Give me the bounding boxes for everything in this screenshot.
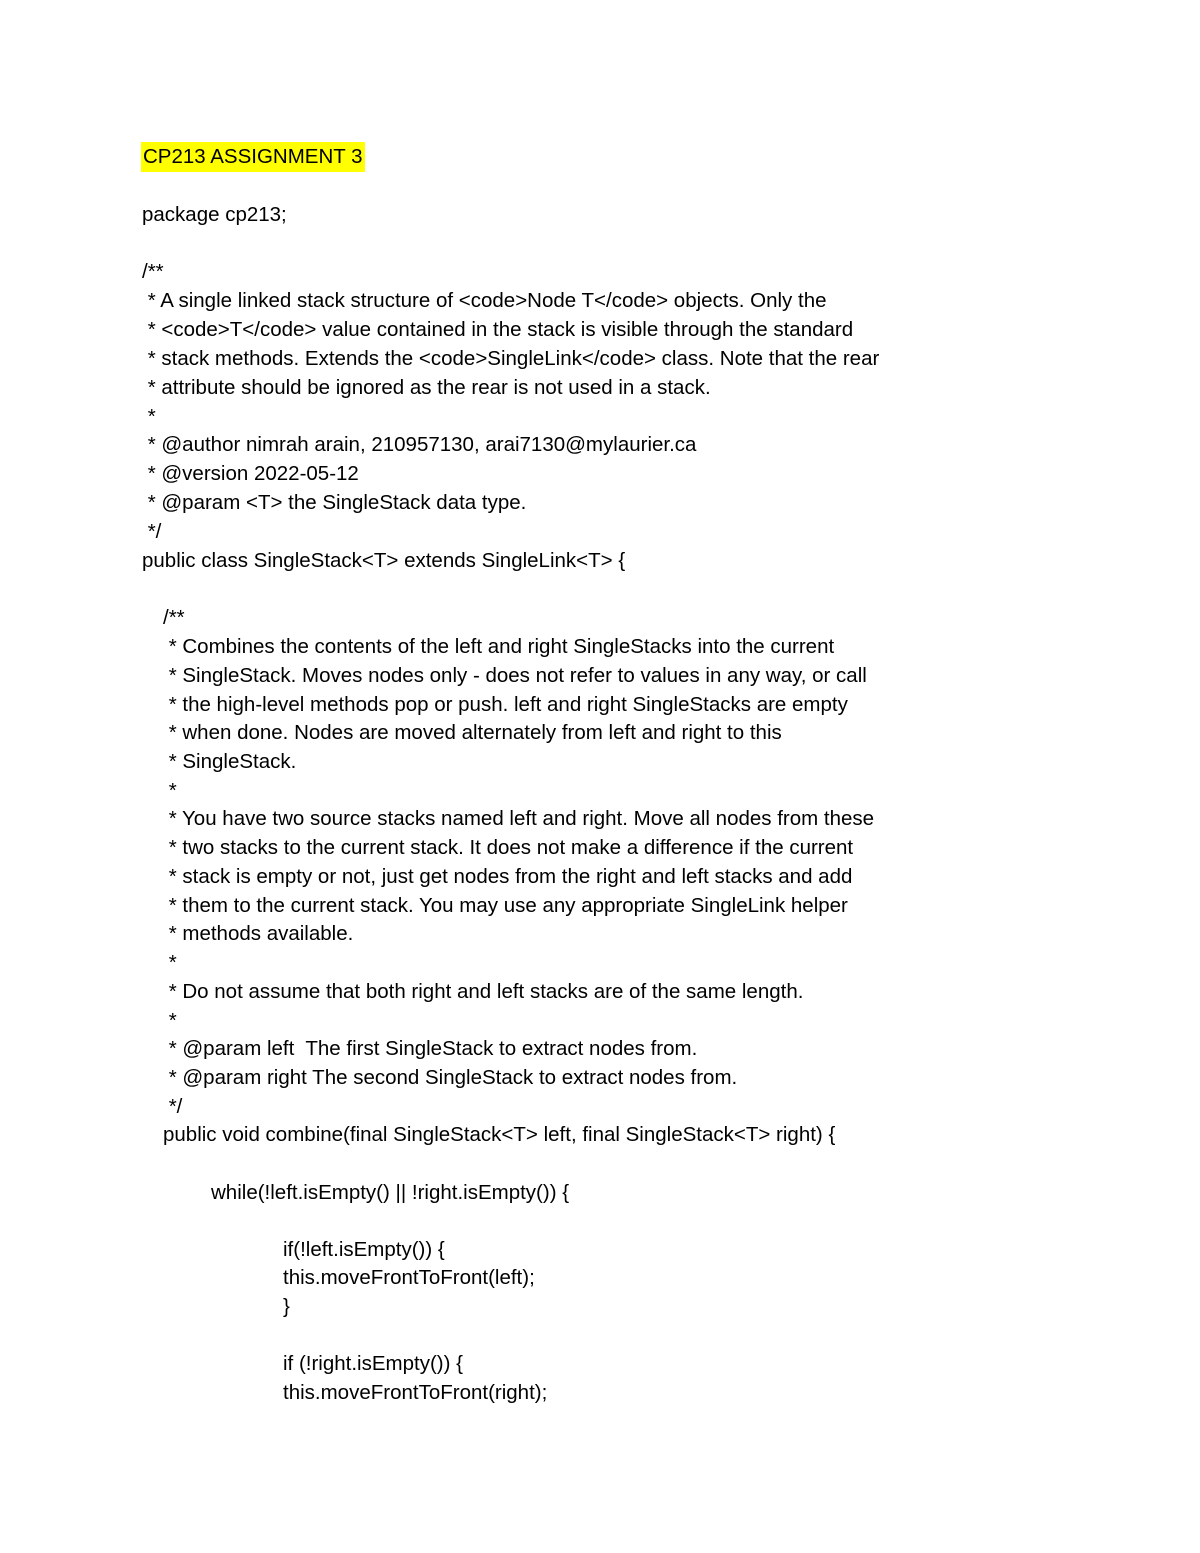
code-line: if (!right.isEmpty()) { <box>283 1352 463 1375</box>
code-line: * <box>163 951 177 974</box>
code-line: * A single linked stack structure of <code>Node T</code> objects. Only the <box>142 289 827 312</box>
code-line: * <box>142 405 156 428</box>
code-line: * <box>163 779 177 802</box>
code-line: * @version 2022-05-12 <box>142 462 359 485</box>
code-line: * attribute should be ignored as the rear is not used in a stack. <box>142 376 711 399</box>
code-line: public class SingleStack<T> extends SingleLink<T> { <box>142 549 626 572</box>
code-line: public void combine(final SingleStack<T> left, final SingleStack<T> right) { <box>163 1123 836 1146</box>
code-line: * the high-level methods pop or push. left and right SingleStacks are empty <box>163 693 848 716</box>
code-line: this.moveFrontToFront(left); <box>283 1266 535 1289</box>
code-line: * stack is empty or not, just get nodes from the right and left stacks and add <box>163 865 853 888</box>
code-line: * <code>T</code> value contained in the stack is visible through the standard <box>142 318 854 341</box>
code-line: if(!left.isEmpty()) { <box>283 1238 445 1261</box>
code-line: while(!left.isEmpty() || !right.isEmpty()) { <box>211 1181 570 1204</box>
code-line: * @author nimrah arain, 210957130, arai7130@mylaurier.ca <box>142 433 697 456</box>
code-line: * @param left The first SingleStack to extract nodes from. <box>163 1037 698 1060</box>
code-line: * <box>163 1009 177 1032</box>
code-line: * when done. Nodes are moved alternately from left and right to this <box>163 721 782 744</box>
code-line: } <box>283 1295 290 1318</box>
code-line: */ <box>163 1095 183 1118</box>
code-line: * @param <T> the SingleStack data type. <box>142 491 527 514</box>
code-line: * @param right The second SingleStack to extract nodes from. <box>163 1066 738 1089</box>
code-line: package cp213; <box>142 203 287 226</box>
code-line: * stack methods. Extends the <code>SingleLink</code> class. Note that the rear <box>142 347 880 370</box>
code-line: * Do not assume that both right and left stacks are of the same length. <box>163 980 804 1003</box>
code-line: /** <box>163 606 185 629</box>
code-line: * You have two source stacks named left and right. Move all nodes from these <box>163 807 875 830</box>
code-line: this.moveFrontToFront(right); <box>283 1381 548 1404</box>
code-line: * SingleStack. <box>163 750 297 773</box>
document-title: CP213 ASSIGNMENT 3 <box>141 142 365 172</box>
code-line: * SingleStack. Moves nodes only - does not refer to values in any way, or call <box>163 664 867 687</box>
code-line: /** <box>142 260 164 283</box>
code-line: * them to the current stack. You may use any appropriate SingleLink helper <box>163 894 848 917</box>
code-line: * methods available. <box>163 922 354 945</box>
code-line: */ <box>142 520 162 543</box>
code-line: * Combines the contents of the left and right SingleStacks into the current <box>163 635 835 658</box>
code-line: * two stacks to the current stack. It does not make a difference if the current <box>163 836 854 859</box>
